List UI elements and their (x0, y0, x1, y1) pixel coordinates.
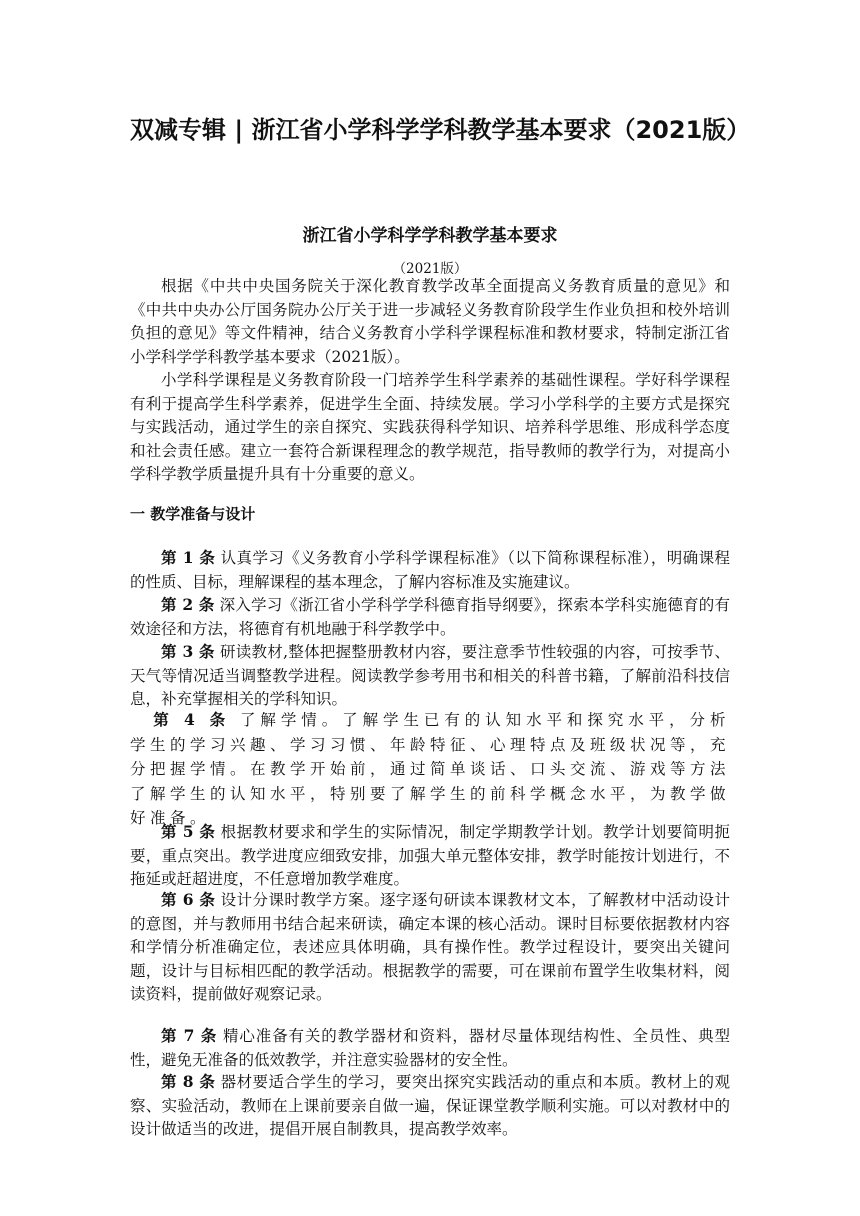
article-text: 认真学习《义务教育小学科学课程标准》（以下简称课程标准），明确课程的性质、目标，理解课程的基本理念，了解内容标准及实施建议。 (130, 549, 730, 591)
article-label: 第 1 条 (161, 548, 216, 567)
article-text: 器材要适合学生的学习，要突出探究实践活动的重点和本质。教材上的观察、实验活动，教师在上课前要亲自做一遍，保证课堂教学顺利实施。可以对教材中的设计做适当的改进，提倡开展自制教具，提高教学效率。 (130, 1073, 730, 1138)
article-label: 第 2 条 (161, 595, 215, 614)
document-title: 浙江省小学科学学科教学基本要求 (302, 226, 558, 246)
article-4 (130, 708, 730, 831)
article-text: 了解学情。了解学生已有的认知水平和探究水平，分析学生的学习兴趣、学习习惯、年龄特征、心理特点及班级状况等，充分把握学情。在教学开始前，通过简单谈话、口头交流、游戏等方法了解学生的认知水平，特别要了解学生的前科学概念水平，为教学做好准备。 (130, 711, 731, 827)
article-1 (130, 546, 730, 594)
article-label: 第 8 条 (161, 1072, 216, 1091)
intro-paragraph-1: 根据《中共中央国务院关于深化教育教学改革全面提高义务教育质量的意见》和《中共中央办公厅国务院办公厅关于进一步减轻义务教育阶段学生作业负担和校外培训负担的意见》等文件精神，结合义务教育小学科学课程标准和教材要求，特制定浙江省小学科学学科教学基本要求（2021版）。 (130, 277, 730, 366)
article-3 (130, 640, 730, 712)
article-label: 第 6 条 (161, 890, 216, 909)
article-label: 第 4 条 (153, 710, 231, 729)
document-edition: （2021版） (392, 261, 468, 277)
article-label: 第 3 条 (161, 642, 215, 661)
section-heading: 一 教学准备与设计 (130, 505, 256, 523)
article-8 (130, 1070, 730, 1142)
article-text: 研读教材,整体把握整册教材内容，要注意季节性较强的内容，可按季节、天气等情况适当调整教学进程。阅读教学参考用书和相关的科普书籍，了解前沿科技信息，补充掌握相关的学科知识。 (130, 643, 730, 708)
article-text: 根据教材要求和学生的实际情况，制定学期教学计划。教学计划要简明扼要，重点突出。教学进度应细致安排，加强大单元整体安排，教学时能按计划进行，不拖延或赶超进度，不任意增加教学难度。 (130, 823, 730, 888)
article-6 (130, 888, 730, 1007)
article-text: 精心准备有关的教学器材和资料，器材尽量体现结构性、全员性、典型性，避免无准备的低效教学，并注意实验器材的安全性。 (130, 1027, 730, 1069)
article-label: 第 5 条 (161, 822, 216, 841)
article-text: 深入学习《浙江省小学科学学科德育指导纲要》，探索本学科实施德育的有效途径和方法，将德育有机地融于科学教学中。 (130, 596, 730, 638)
article-2 (130, 593, 730, 641)
article-title: 双减专辑 | 浙江省小学科学学科教学基本要求（2021版） (130, 116, 751, 144)
article-5 (130, 820, 730, 892)
intro-paragraph-2: 小学科学课程是义务教育阶段一门培养学生科学素养的基础性课程。学好科学课程有利于提高学生科学素养，促进学生全面、持续发展。学习小学科学的主要方式是探究与实践活动，通过学生的亲自探究、实践获得科学知识、培养科学思维、形成科学态度和社会责任感。建立一套符合新课程理念的教学规范，指导教师的教学行为，对提高小学科学教学质量提升具有十分重要的意义。 (130, 371, 730, 483)
article-label: 第 7 条 (161, 1026, 218, 1045)
article-text: 设计分课时教学方案。逐字逐句研读本课教材文本，了解教材中活动设计的意图，并与教师用书结合起来研读，确定本课的核心活动。课时目标要依据教材内容和学情分析准确定位，表述应具体明确，具有操作性。教学过程设计，要突出关键问题，设计与目标相匹配的教学活动。根据教学的需要，可在课前布置学生收集材料，阅读资料，提前做好观察记录。 (130, 891, 730, 1003)
article-7 (130, 1024, 730, 1072)
